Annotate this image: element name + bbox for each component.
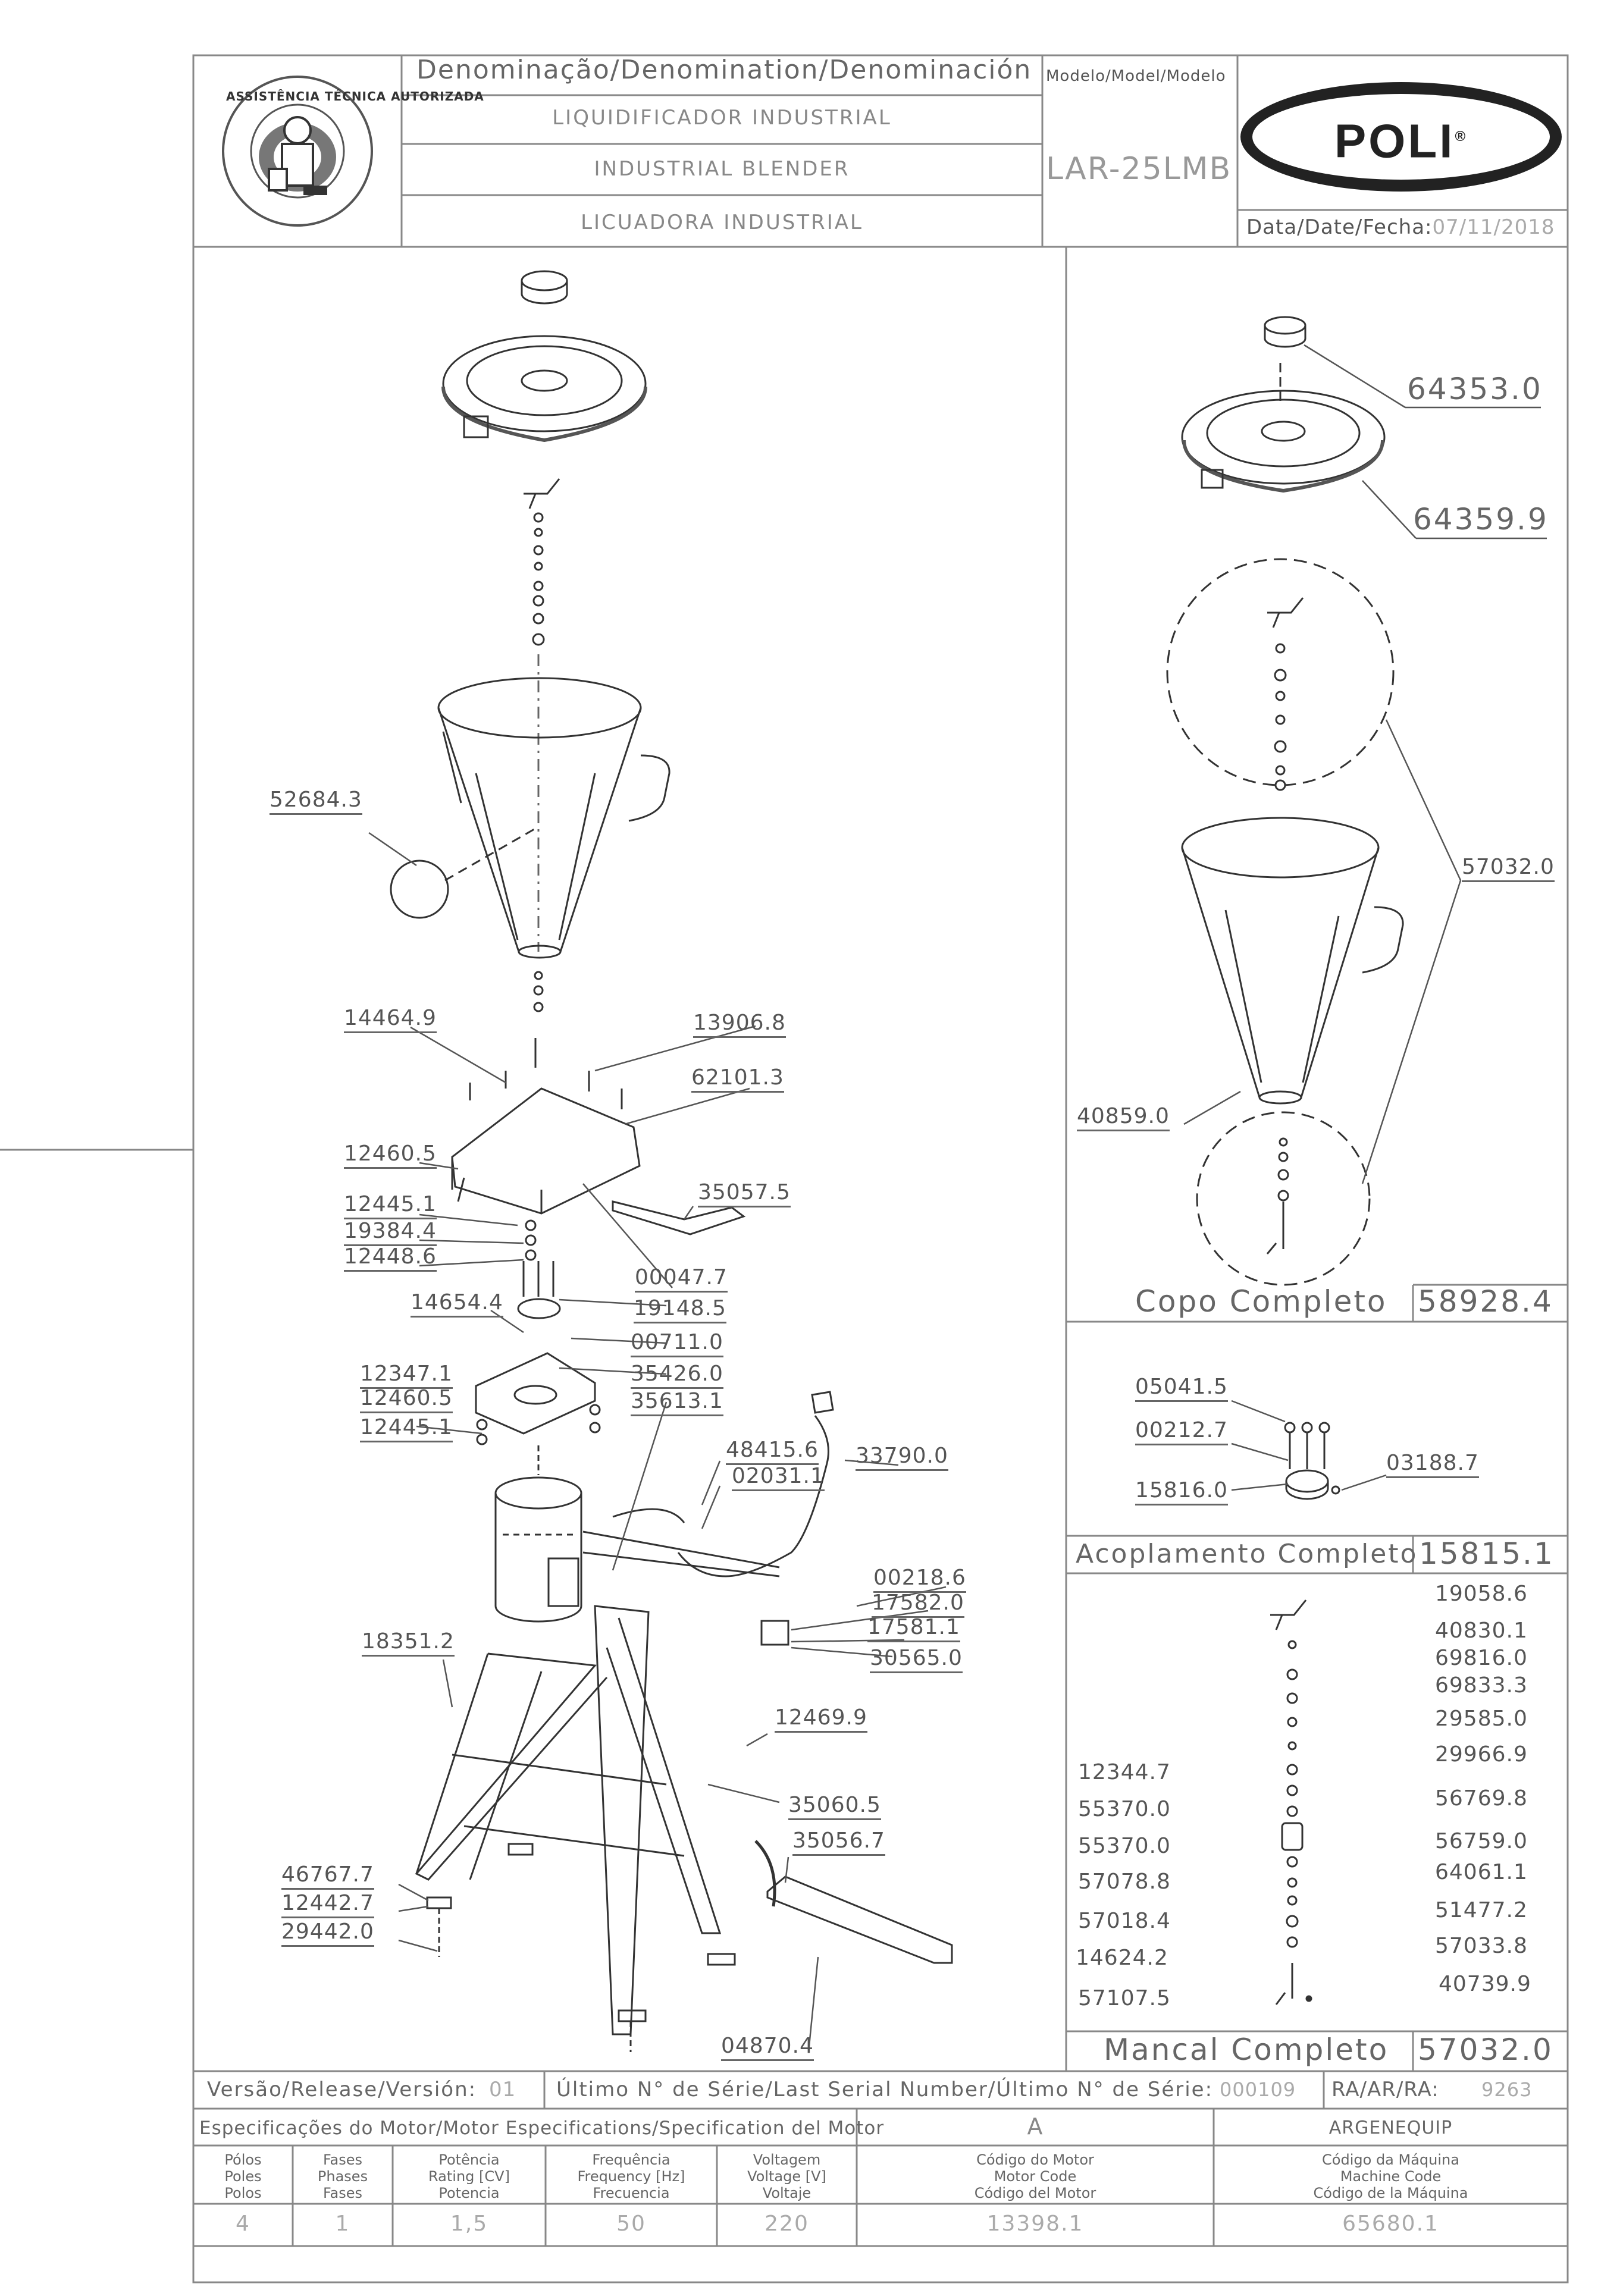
part-label: 12445.1 [344,1193,437,1219]
part-label: 57078.8 [1078,1870,1171,1894]
part-label: 19058.6 [1435,1582,1528,1606]
part-label: 30565.0 [870,1646,963,1673]
spec-header: Voltagem Voltage [V] Voltaje [747,2151,826,2201]
spec-header: Pólos Poles Polos [224,2151,262,2201]
part-label: 00212.7 [1135,1419,1228,1445]
spec-header: Frequência Frequency [Hz] Frecuencia [577,2151,685,2201]
part-label: 12469.9 [775,1706,867,1733]
seal-text: ASSISTÊNCIA TÉCNICA AUTORIZADA [226,89,484,103]
ra-value: 9263 [1481,2078,1533,2101]
part-label: 05041.5 [1135,1375,1228,1402]
spec-header: Código da Máquina Machine Code Código de la Máquina [1313,2151,1468,2201]
part-label: 15816.0 [1135,1479,1228,1505]
part-label: 12448.6 [344,1245,437,1272]
part-label: 12460.5 [344,1142,437,1169]
product-name-pt: LIQUIDIFICADOR INDUSTRIAL [552,106,892,130]
spec-value: 50 [616,2212,646,2236]
part-label: 12460.5 [360,1387,453,1413]
part-label: 00711.0 [631,1331,723,1357]
part-label: 35613.1 [631,1389,723,1416]
part-label: 56759.0 [1435,1829,1528,1853]
serial-label: Último N° de Série/Last Serial Number/Último N° de Série: [556,2078,1214,2101]
part-label: 35060.5 [788,1793,881,1820]
part-label: 19148.5 [634,1297,726,1323]
motor-spec-title: Especificações do Motor/Motor Especifications/Specification del Motor [199,2118,885,2139]
part-label: 64061.1 [1435,1860,1528,1884]
part-label: 51477.2 [1435,1898,1528,1922]
part-label: 29966.9 [1435,1742,1528,1767]
part-label: 57032.0 [1462,855,1555,882]
assembly-code: 57032.0 [1418,2032,1553,2067]
serial-value: 000109 [1220,2078,1296,2101]
part-label: 62101.3 [691,1066,784,1093]
part-label: 64353.0 [1407,372,1543,406]
spec-header: Potência Rating [CV] Potencia [428,2151,510,2201]
assembly-title: Mancal Completo [1104,2032,1389,2067]
denomination-label: Denominação/Denomination/Denominación [416,55,1032,85]
part-label: 69833.3 [1435,1673,1528,1698]
part-label: 12344.7 [1078,1760,1171,1784]
part-label: 57107.5 [1078,1986,1171,2010]
part-label: 40739.9 [1439,1972,1531,1996]
part-label: 29442.0 [281,1920,374,1947]
part-label: 14464.9 [344,1006,437,1033]
part-label: 57033.8 [1435,1934,1528,1958]
product-name-en: INDUSTRIAL BLENDER [594,157,850,181]
part-label: 52684.3 [270,788,362,815]
part-label: 18351.2 [362,1630,455,1657]
part-label: 17581.1 [867,1616,960,1642]
ra-label: RA/AR/RA: [1331,2078,1439,2101]
spec-value: 4 [236,2212,250,2236]
part-label: 69816.0 [1435,1646,1528,1670]
assembly-code: 58928.4 [1418,1284,1553,1319]
spec-value: 220 [764,2212,809,2236]
spec-value: 65680.1 [1342,2212,1439,2236]
part-label: 14624.2 [1076,1946,1168,1970]
part-label: 17582.0 [872,1591,964,1618]
part-label: 57018.4 [1078,1909,1171,1933]
part-label: 35426.0 [631,1362,723,1389]
brand-name: POLI® [1334,114,1468,168]
model-value: LAR-25LMB [1046,151,1232,187]
product-name-es: LICUADORA INDUSTRIAL [581,211,863,234]
spec-header: Código do Motor Motor Code Código del Motor [974,2151,1096,2201]
spec-value: 13398.1 [986,2212,1084,2236]
maker-name: ARGENEQUIP [1329,2118,1453,2138]
motor-class: A [1027,2113,1044,2140]
part-label: 12442.7 [281,1892,374,1918]
assembly-title: Copo Completo [1135,1284,1387,1319]
date-row: Data/Date/Fecha:07/11/2018 [1246,215,1555,239]
part-label: 55370.0 [1078,1797,1171,1821]
version-label: Versão/Release/Versión: [207,2078,477,2101]
part-label: 00218.6 [873,1566,966,1593]
part-label: 56769.8 [1435,1786,1528,1811]
part-label: 19384.4 [344,1219,437,1246]
part-label: 35056.7 [792,1829,885,1856]
part-label: 14654.4 [411,1291,503,1318]
part-label: 33790.0 [856,1444,948,1471]
part-label: 12347.1 [360,1362,453,1389]
spec-value: 1,5 [450,2212,488,2236]
spec-value: 1 [335,2212,350,2236]
part-label: 48415.6 [726,1438,819,1465]
assembly-title: Acoplamento Completo [1076,1539,1418,1569]
part-label: 29585.0 [1435,1707,1528,1731]
part-label: 03188.7 [1386,1451,1479,1478]
part-label: 02031.1 [732,1464,825,1491]
part-label: 04870.4 [721,2034,814,2061]
part-label: 46767.7 [281,1863,374,1890]
assembly-code: 15815.1 [1419,1536,1555,1571]
part-label: 12445.1 [360,1416,453,1442]
part-label: 00047.7 [635,1266,728,1293]
part-label: 40830.1 [1435,1619,1528,1643]
spec-header: Fases Phases Fases [317,2151,368,2201]
part-label: 13906.8 [693,1011,786,1038]
part-label: 64359.9 [1413,502,1549,537]
part-label: 55370.0 [1078,1834,1171,1858]
model-label: Modelo/Model/Modelo [1046,67,1226,85]
part-label: 35057.5 [698,1181,791,1207]
version-value: 01 [489,2078,516,2101]
part-label: 40859.0 [1077,1105,1170,1131]
